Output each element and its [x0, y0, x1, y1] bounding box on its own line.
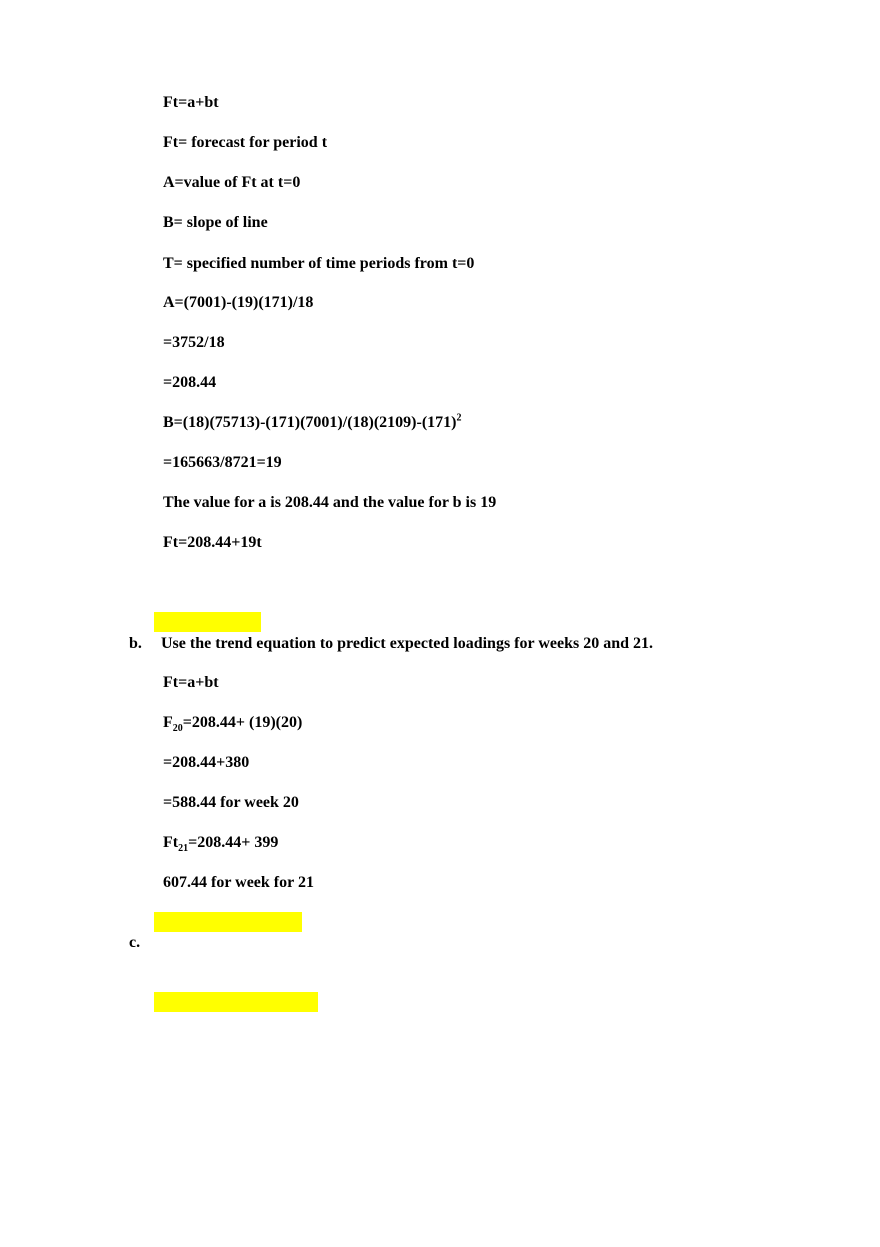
b-subscript-20: 20 — [172, 723, 183, 735]
calc-b-exponent: 2 — [456, 412, 462, 424]
calc-b-formula-text: B=(18)(75713)-(171)(7001)/(18)(2109)-(171) — [163, 414, 457, 431]
b-week20-result: =588.44 for week 20 — [163, 794, 299, 811]
yellow-highlight-3 — [154, 992, 318, 1012]
b-trend-equation: Ft=a+bt — [163, 674, 219, 691]
definition-ft: Ft= forecast for period t — [163, 134, 328, 151]
calc-a-formula: A=(7001)-(19)(171)/18 — [163, 294, 314, 311]
question-b-marker: b. — [129, 635, 142, 652]
b-subscript-21: 21 — [178, 843, 189, 855]
definition-t: T= specified number of time periods from t=0 — [163, 255, 475, 272]
b-forecast-week20-expr: =208.44+ (19)(20) — [182, 714, 303, 731]
calc-a-result: =208.44 — [163, 374, 217, 391]
b-week20-step: =208.44+380 — [163, 754, 250, 771]
calc-b-formula — [163, 413, 461, 433]
b-forecast-week21-expr: =208.44+ 399 — [188, 834, 279, 851]
b-f-symbol: F — [163, 714, 173, 731]
b-forecast-week21 — [163, 833, 278, 853]
yellow-highlight-2 — [154, 912, 302, 932]
calc-b-result: =165663/8721=19 — [163, 454, 282, 471]
b-ft-symbol: Ft — [163, 834, 179, 851]
question-c-marker: c. — [129, 934, 141, 951]
b-forecast-week20 — [163, 713, 302, 733]
question-b-text: Use the trend equation to predict expected loadings for weeks 20 and 21. — [161, 635, 653, 652]
summary-a-b: The value for a is 208.44 and the value for b is 19 — [163, 494, 497, 511]
definition-a: A=value of Ft at t=0 — [163, 174, 301, 191]
b-week21-result: 607.44 for week for 21 — [163, 874, 314, 891]
calc-a-step: =3752/18 — [163, 334, 225, 351]
final-equation: Ft=208.44+19t — [163, 534, 262, 551]
definition-b: B= slope of line — [163, 214, 268, 231]
formula-trend-equation: Ft=a+bt — [163, 94, 219, 111]
yellow-highlight-1 — [154, 612, 261, 632]
